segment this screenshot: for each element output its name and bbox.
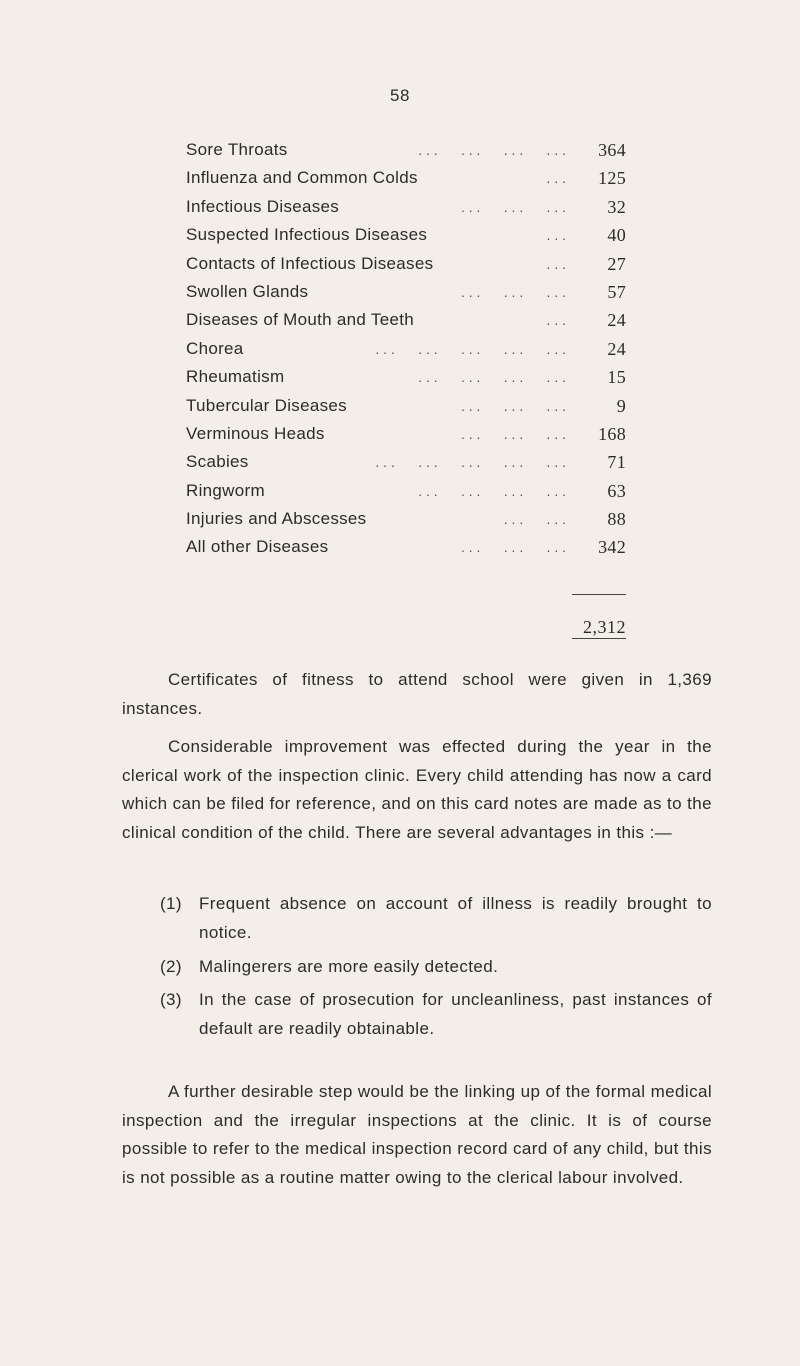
row-value: 125 [598,168,626,189]
leader-dots: . . . . . . . . . [460,397,566,414]
row-label: Injuries and Abscesses [186,509,367,529]
table-row [186,278,626,306]
row-label: Scabies [186,452,249,472]
row-label: Diseases of Mouth and Teeth [186,310,414,330]
table-row [186,306,626,334]
table-row [186,136,626,164]
leader-dots: . . . . . . . . . . . . [418,482,566,499]
list-item [160,890,712,947]
list-item [160,953,712,982]
row-value: 342 [598,537,626,558]
table-row [186,533,626,561]
leader-dots: . . . . . . . . . . . . [418,369,566,386]
row-value: 27 [607,253,626,274]
row-label: Swollen Glands [186,281,309,301]
certificates-paragraph: Certificates of fitness to attend school were given in 1,369 instances. [122,670,712,718]
table-row [186,250,626,278]
table-total: 2,312 [583,617,626,637]
sum-rule-top [572,594,626,595]
list-text: Malingerers are more easily detected. [199,957,499,976]
list-number: (2) [160,957,182,976]
leader-dots: . . . . . . [503,511,566,528]
row-value: 24 [607,338,626,359]
list-item [160,986,712,1043]
row-label: Chorea [186,338,244,358]
further-paragraph: A further desirable step would be the linking up of the formal medical inspection and the irregular inspections at the clinic. It is of course possible to refer to the medical inspection record card of any child, but this is not possible as a routine matter owing to the clerical labour involved. [122,1082,712,1187]
row-value: 24 [607,310,626,331]
row-value: 88 [607,509,626,530]
row-label: Contacts of Infectious Diseases [186,253,434,273]
page-number: 58 [390,86,410,105]
row-value: 57 [607,281,626,302]
leader-dots: . . . . . . . . . . . . . . . [375,454,566,471]
leader-dots: . . . [546,170,566,187]
table-row [186,221,626,249]
row-value: 40 [607,225,626,246]
leader-dots: . . . [546,312,566,329]
row-label: Tubercular Diseases [186,395,347,415]
leader-dots: . . . . . . . . . [460,283,566,300]
improvement-paragraph: Considerable improvement was effected during the year in the clerical work of the inspection clinic. Every child attending has now a card which can be filed for reference, and on this card notes are made as to the clinical condition of the child. There are several advantages in this :— [122,737,712,842]
row-value: 71 [607,452,626,473]
row-label: Sore Throats [186,140,288,159]
row-label: Ringworm [186,480,265,500]
leader-dots: . . . . . . . . . . . . [418,142,566,158]
table-row [186,477,626,505]
row-label: Verminous Heads [186,423,325,443]
diseases-table [186,136,626,562]
table-row [186,164,626,192]
table-row [186,335,626,363]
row-value: 32 [607,196,626,217]
leader-dots: . . . [546,255,566,272]
row-value: 168 [598,423,626,444]
row-label: Infectious Diseases [186,196,340,216]
row-label: Suspected Infectious Diseases [186,225,428,245]
leader-dots: . . . . . . . . . [460,198,566,215]
sum-rule-bottom [572,638,626,639]
row-value: 15 [607,367,626,388]
leader-dots: . . . . . . . . . [460,425,566,442]
table-row [186,392,626,420]
table-row [186,420,626,448]
list-number: (1) [160,894,182,913]
table-row [186,363,626,391]
row-label: Rheumatism [186,367,285,387]
row-value: 364 [598,140,626,160]
row-label: All other Diseases [186,537,329,557]
row-label: Influenza and Common Colds [186,168,418,188]
table-row [186,448,626,476]
list-text: Frequent absence on account of illness is readily brought to notice. [199,894,712,942]
list-text: In the case of prosecution for uncleanliness, past instances of default are readily obtainable. [199,990,712,1038]
leader-dots: . . . . . . . . . . . . . . . [375,340,566,357]
list-number: (3) [160,990,182,1009]
leader-dots: . . . [546,227,566,244]
row-value: 63 [607,480,626,501]
row-value: 9 [616,395,626,416]
table-row [186,505,626,533]
table-row [186,193,626,221]
leader-dots: . . . . . . . . . [460,539,566,556]
